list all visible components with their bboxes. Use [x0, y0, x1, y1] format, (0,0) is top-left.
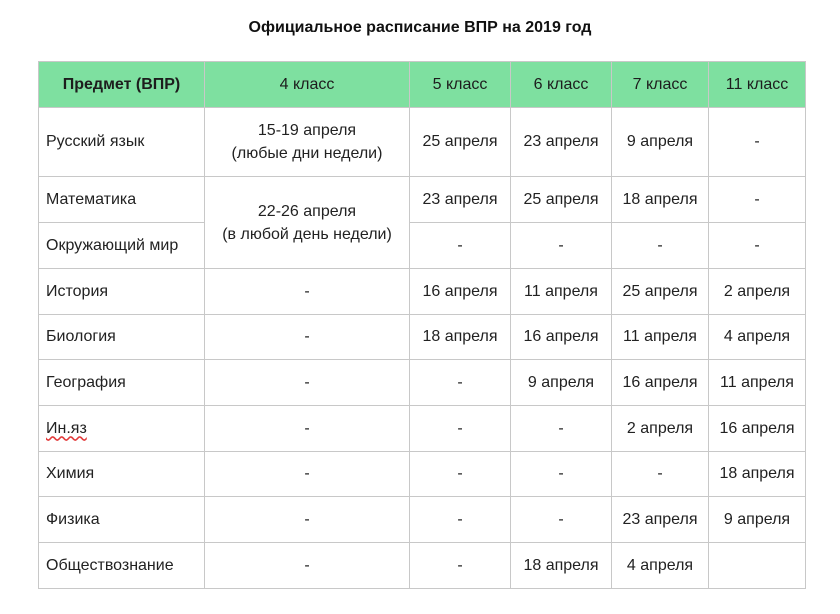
- grade-7-cell: -: [612, 452, 709, 497]
- grade-7-cell: 2 апреля: [612, 406, 709, 452]
- header-grade-6: 6 класс: [511, 62, 612, 108]
- subject-cell: Химия: [39, 452, 205, 497]
- header-grade-7: 7 класс: [612, 62, 709, 108]
- subject-cell: Обществознание: [39, 543, 205, 589]
- grade-4-date: 15-19 апреля: [257, 122, 357, 139]
- grade-5-cell: 18 апреля: [410, 315, 511, 360]
- grade-5-cell: 16 апреля: [410, 269, 511, 315]
- subject-cell: История: [39, 269, 205, 315]
- page-title: Официальное расписание ВПР на 2019 год: [248, 19, 592, 36]
- table-row: [39, 452, 806, 497]
- grade-11-cell: -: [709, 108, 806, 177]
- subject-label: Ин.яз: [46, 419, 87, 437]
- table-row: [39, 360, 806, 406]
- grade-4-cell: [205, 177, 410, 269]
- grade-5-cell: -: [410, 543, 511, 589]
- grade-4-date: 22-26 апреля: [257, 202, 357, 220]
- table-header-row: [39, 62, 806, 108]
- grade-5-cell: -: [410, 223, 511, 269]
- grade-7-cell: 4 апреля: [612, 543, 709, 589]
- grade-4-note: (в любой день недели): [222, 225, 392, 243]
- header-grade-4: 4 класс: [205, 62, 410, 108]
- subject-cell: Биология: [39, 315, 205, 360]
- grade-6-cell: 18 апреля: [511, 543, 612, 589]
- grade-4-cell: -: [205, 543, 410, 589]
- subject-cell: Окружающий мир: [39, 223, 205, 269]
- grade-11-cell: 2 апреля: [709, 269, 806, 315]
- grade-4-cell: [205, 108, 410, 177]
- header-subject: Предмет (ВПР): [39, 62, 205, 108]
- grade-7-cell: 23 апреля: [612, 497, 709, 543]
- grade-4-cell: -: [205, 360, 410, 406]
- subject-cell: [39, 406, 205, 452]
- grade-5-cell: 23 апреля: [410, 177, 511, 223]
- grade-4-cell: -: [205, 452, 410, 497]
- grade-7-cell: 25 апреля: [612, 269, 709, 315]
- grade-4-cell: -: [205, 315, 410, 360]
- grade-11-cell: -: [709, 223, 806, 269]
- grade-4-cell: -: [205, 406, 410, 452]
- grade-5-cell: -: [410, 406, 511, 452]
- grade-6-cell: -: [511, 406, 612, 452]
- grade-6-cell: 23 апреля: [511, 108, 612, 177]
- grade-4-cell: -: [205, 497, 410, 543]
- grade-7-cell: 9 апреля: [612, 108, 709, 177]
- grade-11-cell: [709, 543, 806, 589]
- grade-5-cell: -: [410, 452, 511, 497]
- table-row: [39, 269, 806, 315]
- grade-11-cell: 18 апреля: [709, 452, 806, 497]
- table-row: [39, 223, 806, 269]
- grade-7-cell: 18 апреля: [612, 177, 709, 223]
- grade-6-cell: -: [511, 452, 612, 497]
- table-row: [39, 315, 806, 360]
- subject-cell: География: [39, 360, 205, 406]
- schedule-table: [38, 61, 806, 589]
- grade-6-cell: -: [511, 497, 612, 543]
- subject-cell: Физика: [39, 497, 205, 543]
- grade-4-cell: -: [205, 269, 410, 315]
- table-row: [39, 543, 806, 589]
- subject-cell: Математика: [39, 177, 205, 223]
- grade-6-cell: 25 апреля: [511, 177, 612, 223]
- grade-6-cell: 9 апреля: [511, 360, 612, 406]
- grade-7-cell: 16 апреля: [612, 360, 709, 406]
- grade-5-cell: -: [410, 497, 511, 543]
- grade-5-cell: 25 апреля: [410, 108, 511, 177]
- grade-11-cell: 11 апреля: [709, 360, 806, 406]
- grade-11-cell: 9 апреля: [709, 497, 806, 543]
- table-row: [39, 177, 806, 223]
- grade-11-cell: 4 апреля: [709, 315, 806, 360]
- table-row: [39, 497, 806, 543]
- table-row: [39, 108, 806, 177]
- grade-6-cell: 11 апреля: [511, 269, 612, 315]
- subject-cell: Русский язык: [39, 108, 205, 177]
- grade-4-note: (любые дни недели): [231, 145, 383, 162]
- grade-6-cell: -: [511, 223, 612, 269]
- grade-6-cell: 16 апреля: [511, 315, 612, 360]
- grade-5-cell: -: [410, 360, 511, 406]
- grade-7-cell: -: [612, 223, 709, 269]
- header-grade-5: 5 класс: [410, 62, 511, 108]
- grade-7-cell: 11 апреля: [612, 315, 709, 360]
- grade-11-cell: 16 апреля: [709, 406, 806, 452]
- header-grade-11: 11 класс: [709, 62, 806, 108]
- table-row: [39, 406, 806, 452]
- grade-11-cell: -: [709, 177, 806, 223]
